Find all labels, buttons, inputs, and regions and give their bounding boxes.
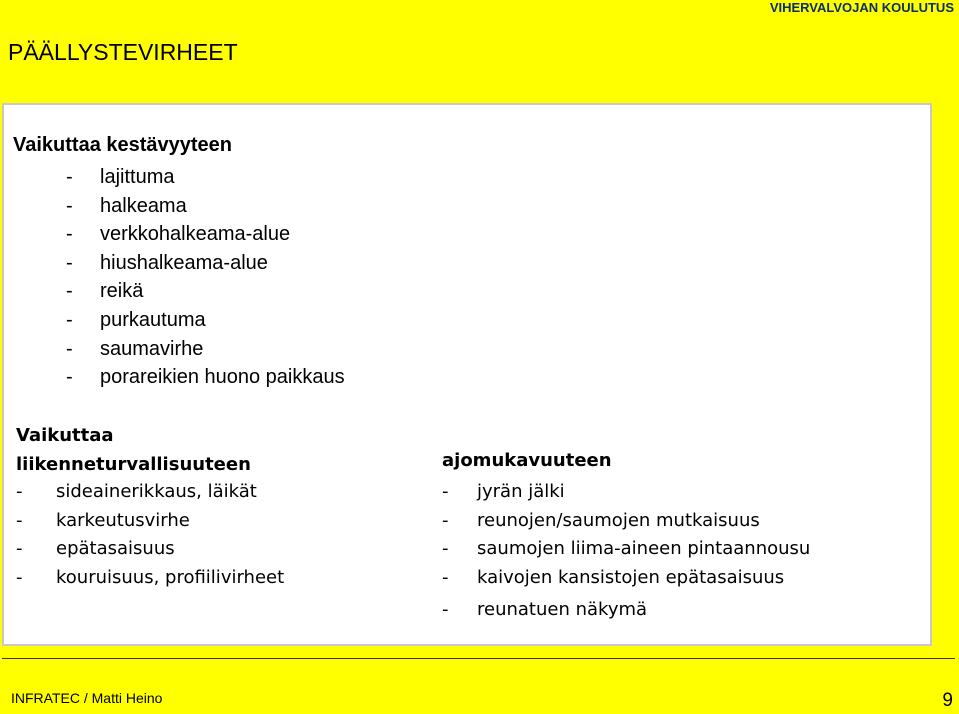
list-item: - purkautuma	[66, 308, 206, 331]
section-safety-heading: Vaikuttaa liikenneturvallisuuteen	[16, 425, 251, 475]
list-item: - sideainerikkaus, läikät	[16, 481, 257, 502]
list-item: - karkeutusvirhe	[16, 509, 190, 531]
list-item: - halkeama	[66, 194, 187, 217]
list-item: - reikä	[66, 280, 144, 303]
list-item: - verkkohalkeama-alue	[66, 223, 291, 246]
section-comfort-heading: ajomukavuuteen	[442, 450, 612, 471]
list-item: - jyrän jälki	[442, 481, 565, 502]
list-item: - kouruisuus, profiilivirheet	[16, 566, 285, 588]
footer-divider	[2, 658, 955, 659]
list-item: - reunatuen näkymä	[442, 599, 648, 621]
comfort-list	[442, 478, 810, 625]
footer-author: INFRATEC / Matti Heino	[11, 690, 163, 706]
organization-name: VIHERVALVOJAN KOULUTUS	[769, 0, 954, 15]
list-item: - lajittuma	[66, 166, 175, 188]
list-item: - reunojen/saumojen mutkaisuus	[442, 509, 760, 531]
list-item: - epätasaisuus	[16, 538, 175, 559]
page-number: 9	[942, 690, 953, 711]
list-item: - kaivojen kansistojen epätasaisuus	[442, 566, 785, 588]
section-durability-heading: Vaikuttaa kestävyyteen	[13, 134, 233, 156]
list-item: - hiushalkeama-alue	[66, 251, 268, 274]
durability-list	[66, 163, 345, 392]
list-item: - saumojen liima-aineen pintaannousu	[442, 538, 811, 560]
list-item: - porareikien huono paikkaus	[66, 366, 345, 389]
safety-list	[16, 478, 284, 592]
list-item: - saumavirhe	[66, 337, 204, 360]
page-title: PÄÄLLYSTEVIRHEET	[8, 39, 238, 65]
